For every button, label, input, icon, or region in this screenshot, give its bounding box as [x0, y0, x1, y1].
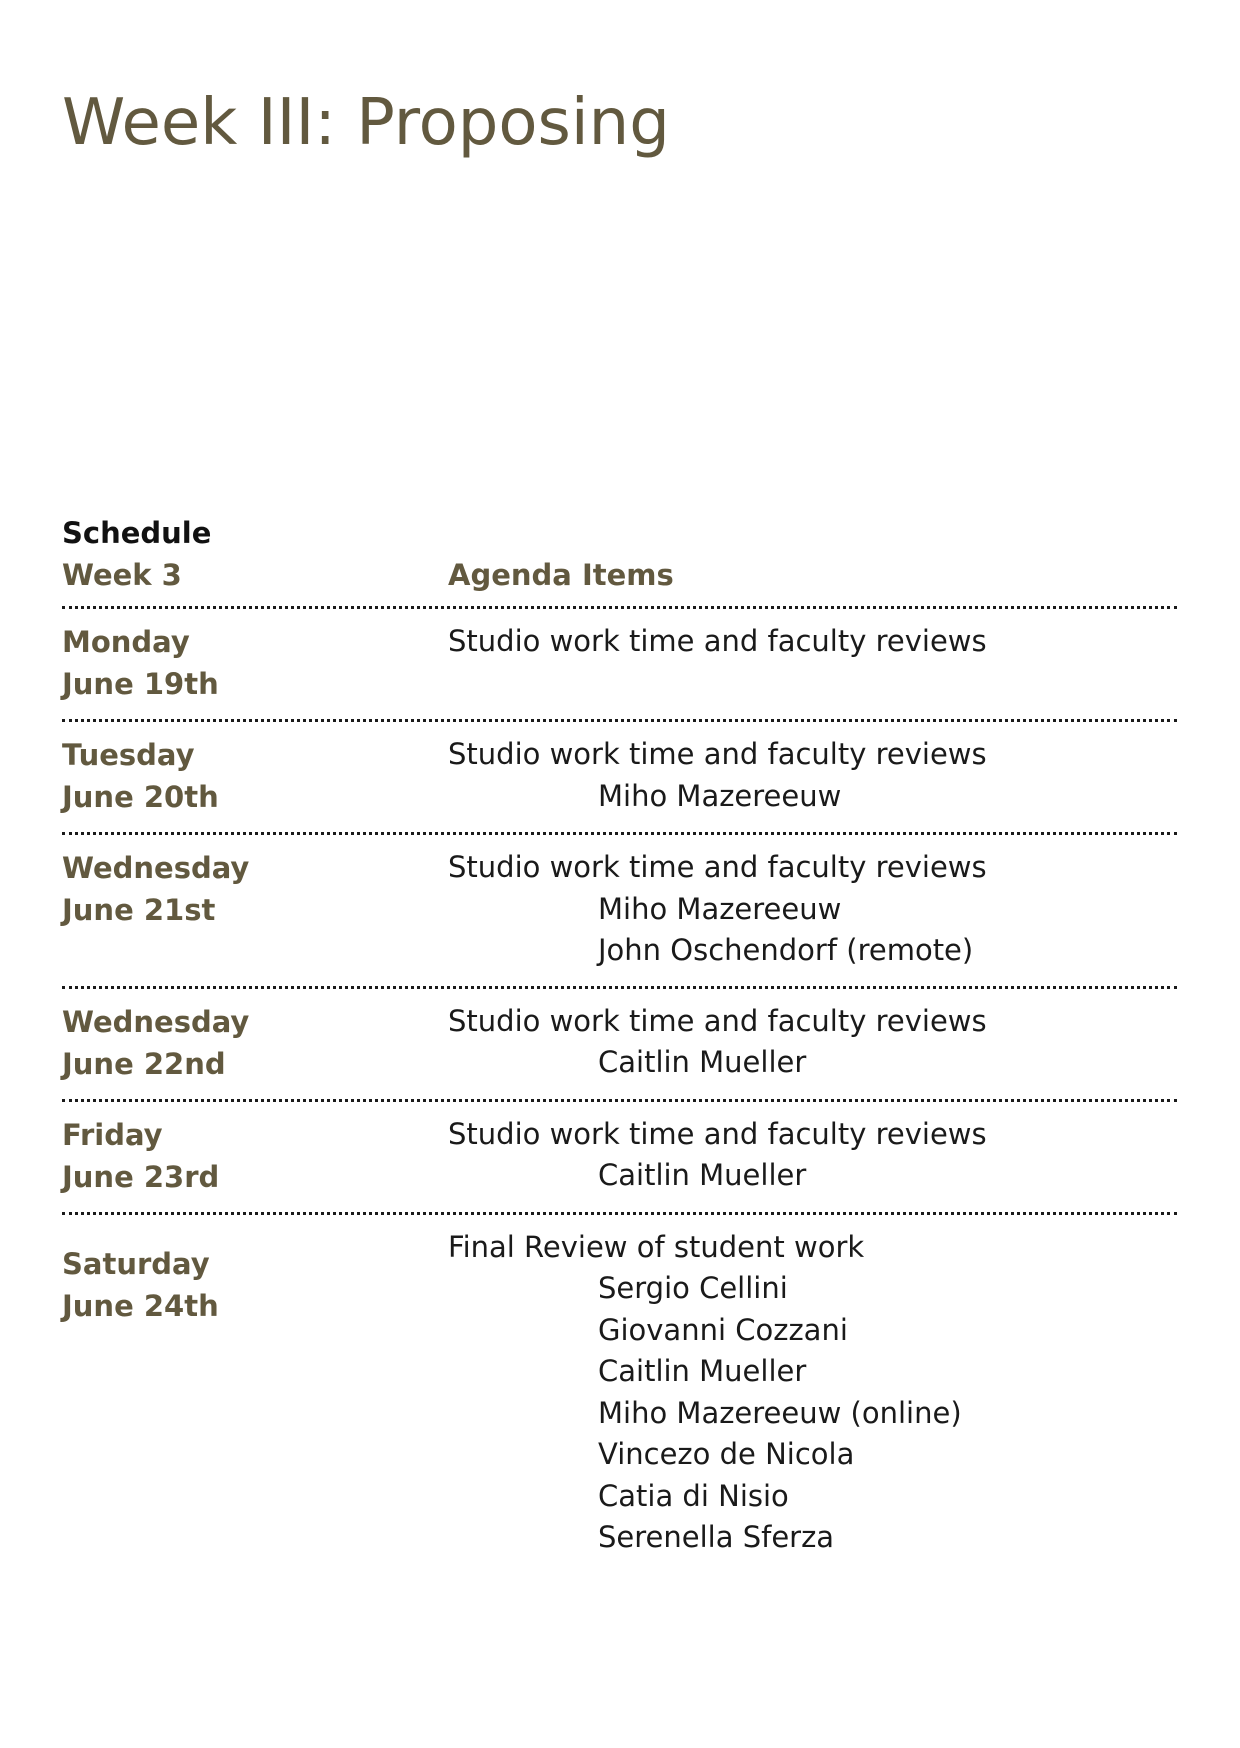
- schedule-row-wednesday-22: [62, 989, 1177, 1099]
- reviewer-list: [448, 776, 1177, 818]
- day-name: Friday: [62, 1117, 163, 1152]
- reviewer-name: Miho Mazereeuw: [598, 778, 842, 813]
- agenda-cell: [448, 621, 1177, 705]
- day-name: Monday: [62, 625, 190, 659]
- day-name: Tuesday: [62, 738, 195, 772]
- reviewer-name: Miho Mazereeuw (online): [598, 1395, 962, 1430]
- day-date: June 19th: [62, 667, 219, 701]
- day-date: June 21st: [62, 893, 216, 927]
- schedule-row-wednesday-21: [62, 835, 1177, 986]
- day-name: Saturday: [62, 1246, 210, 1281]
- reviewer-list: [448, 889, 1177, 972]
- schedule-table: [62, 512, 1177, 1573]
- week-header: Week 3: [62, 558, 182, 592]
- reviewer-name: Giovanni Cozzani: [598, 1312, 848, 1347]
- agenda-item: Final Review of student work: [448, 1229, 865, 1264]
- day-date: June 24th: [62, 1288, 219, 1323]
- reviewer-name: Caitlin Mueller: [598, 1158, 807, 1192]
- page-title: Week III: Proposing: [62, 86, 670, 160]
- agenda-item: Studio work time and faculty reviews: [448, 1116, 987, 1151]
- day-cell: [62, 1114, 448, 1198]
- reviewer-name: John Oschendorf (remote): [598, 933, 974, 967]
- day-cell: [62, 734, 448, 818]
- agenda-item: Studio work time and faculty reviews: [448, 737, 987, 771]
- reviewer-list: [448, 1042, 1177, 1084]
- agenda-header: Agenda Items: [448, 558, 674, 592]
- reviewer-name: Miho Mazereeuw: [598, 891, 842, 926]
- schedule-header: [62, 554, 1177, 606]
- reviewer-name: Caitlin Mueller: [598, 1354, 807, 1388]
- day-cell: [62, 1001, 448, 1085]
- agenda-cell: [448, 1227, 1177, 1559]
- schedule-label: Schedule: [62, 516, 212, 550]
- day-date: June 20th: [62, 780, 219, 814]
- agenda-item: Studio work time and faculty reviews: [448, 1003, 987, 1038]
- day-cell: [62, 1227, 448, 1559]
- reviewer-name: Catia di Nisio: [598, 1478, 789, 1513]
- agenda-cell: [448, 847, 1177, 972]
- reviewer-list: [448, 1155, 1177, 1197]
- day-name: Wednesday: [62, 1004, 250, 1039]
- day-date: June 22nd: [62, 1046, 226, 1081]
- day-cell: [62, 847, 448, 972]
- day-cell: [62, 621, 448, 705]
- day-date: June 23rd: [62, 1159, 220, 1194]
- schedule-row-saturday: [62, 1215, 1177, 1573]
- reviewer-name: Caitlin Mueller: [598, 1045, 807, 1079]
- agenda-cell: [448, 734, 1177, 818]
- agenda-cell: [448, 1001, 1177, 1085]
- schedule-row-monday: [62, 609, 1177, 719]
- reviewer-list: [448, 1268, 1177, 1559]
- agenda-item: Studio work time and faculty reviews: [448, 850, 987, 884]
- schedule-row-friday: [62, 1102, 1177, 1212]
- reviewer-name: Serenella Sferza: [598, 1520, 835, 1554]
- schedule-row-tuesday: [62, 722, 1177, 832]
- agenda-item: Studio work time and faculty reviews: [448, 624, 987, 658]
- reviewer-name: Sergio Cellini: [598, 1271, 788, 1305]
- day-name: Wednesday: [62, 851, 250, 885]
- reviewer-name: Vincezo de Nicola: [598, 1437, 855, 1471]
- agenda-cell: [448, 1114, 1177, 1198]
